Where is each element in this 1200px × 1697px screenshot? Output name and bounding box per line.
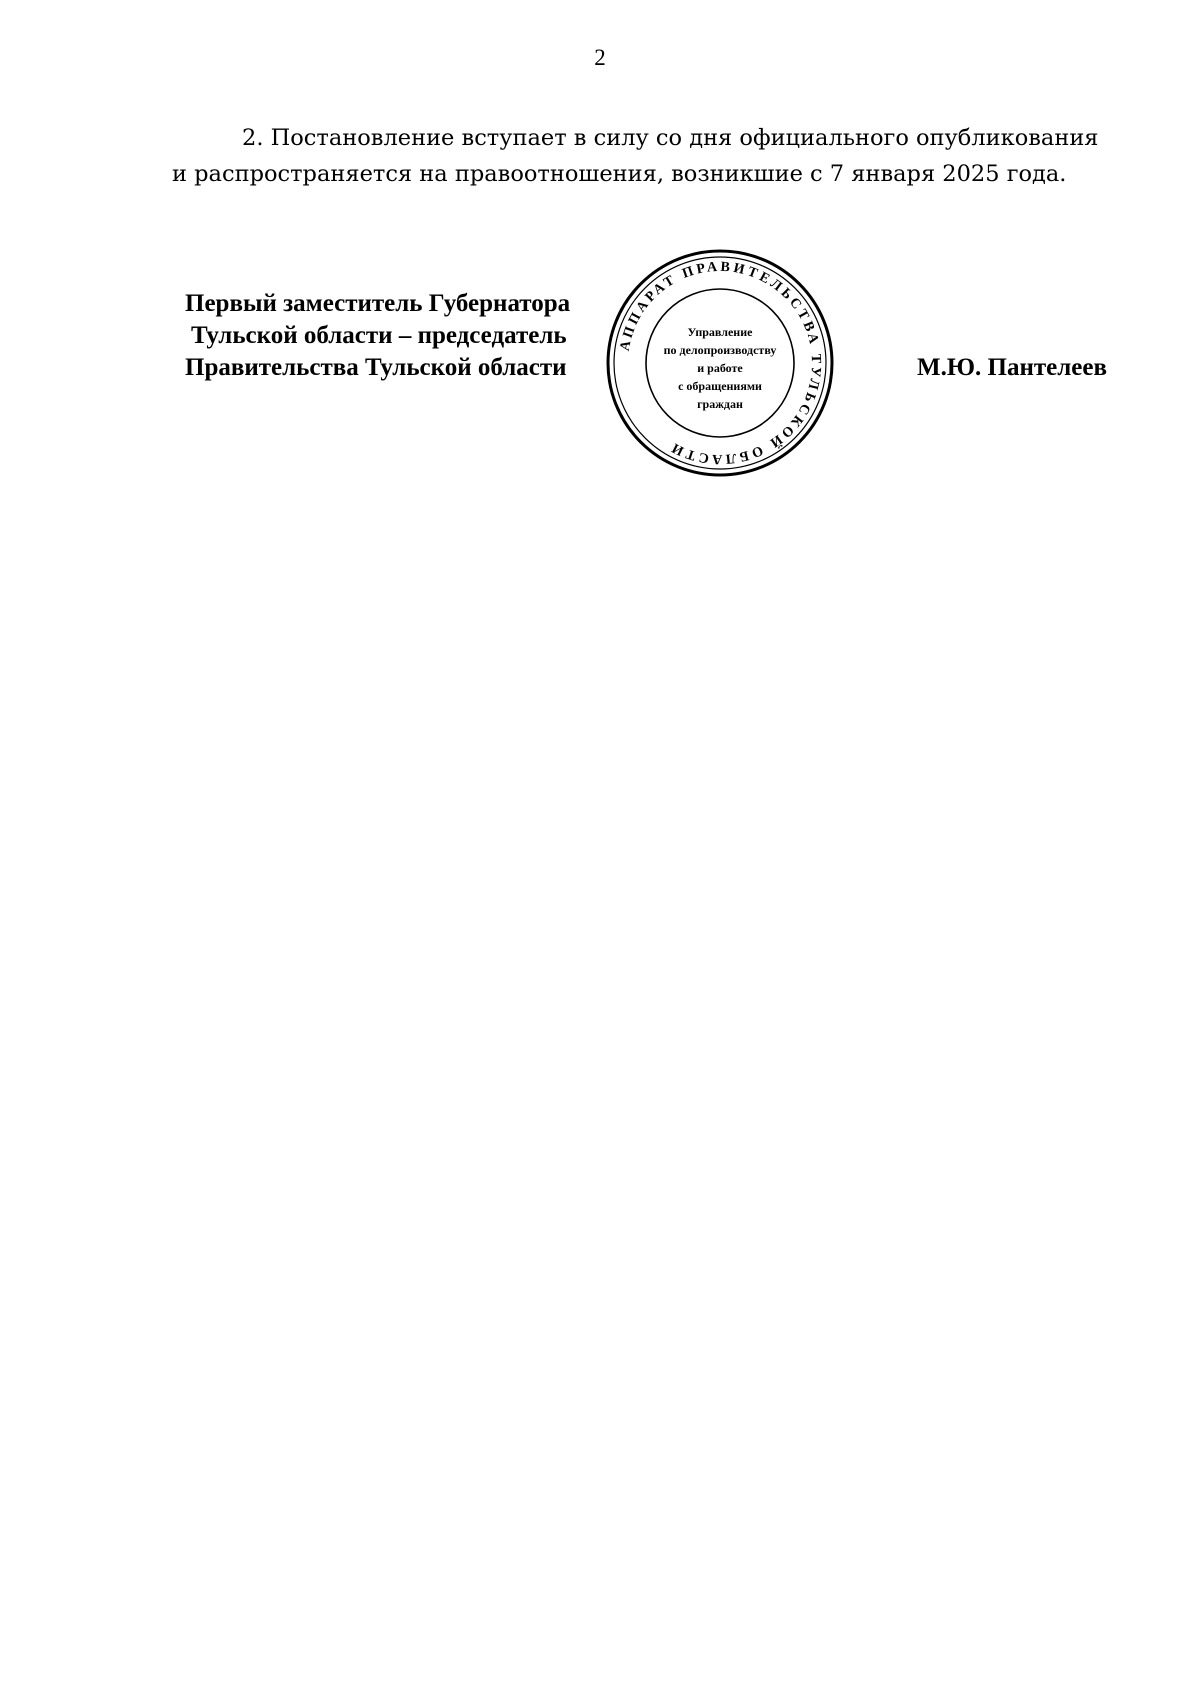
stamp-center-line-1: Управление [687, 325, 753, 339]
stamp-center-line-2: по делопроизводству [663, 343, 777, 357]
signatory-title-line-3: Правительства Тульской области [185, 354, 567, 381]
signatory-title [185, 288, 570, 384]
paragraph-line-1: 2. Постановление вступает в силу со дня официального опубликования [242, 125, 1099, 151]
stamp-center-line-5: граждан [697, 397, 743, 411]
signatory-title-line-2: Тульской области – председатель [191, 322, 567, 349]
official-stamp [605, 248, 835, 478]
paragraph-line-2: и распространяется на правоотношения, возникшие с 7 января 2025 года. [172, 161, 1067, 187]
body-paragraph [172, 120, 1107, 192]
stamp-ring-text: АППАРАТ ПРАВИТЕЛЬСТВА ТУЛЬСКОЙ ОБЛАСТИ [617, 259, 824, 467]
signatory-title-line-1: Первый заместитель Губернатора [185, 290, 571, 317]
page-number: 2 [594, 45, 606, 70]
stamp-center-line-4: с обращениями [678, 379, 762, 393]
stamp-seal-graphic [605, 248, 835, 478]
stamp-center-line-3: и работе [697, 361, 743, 375]
signatory-name: М.Ю. Пантелеев [917, 354, 1107, 381]
